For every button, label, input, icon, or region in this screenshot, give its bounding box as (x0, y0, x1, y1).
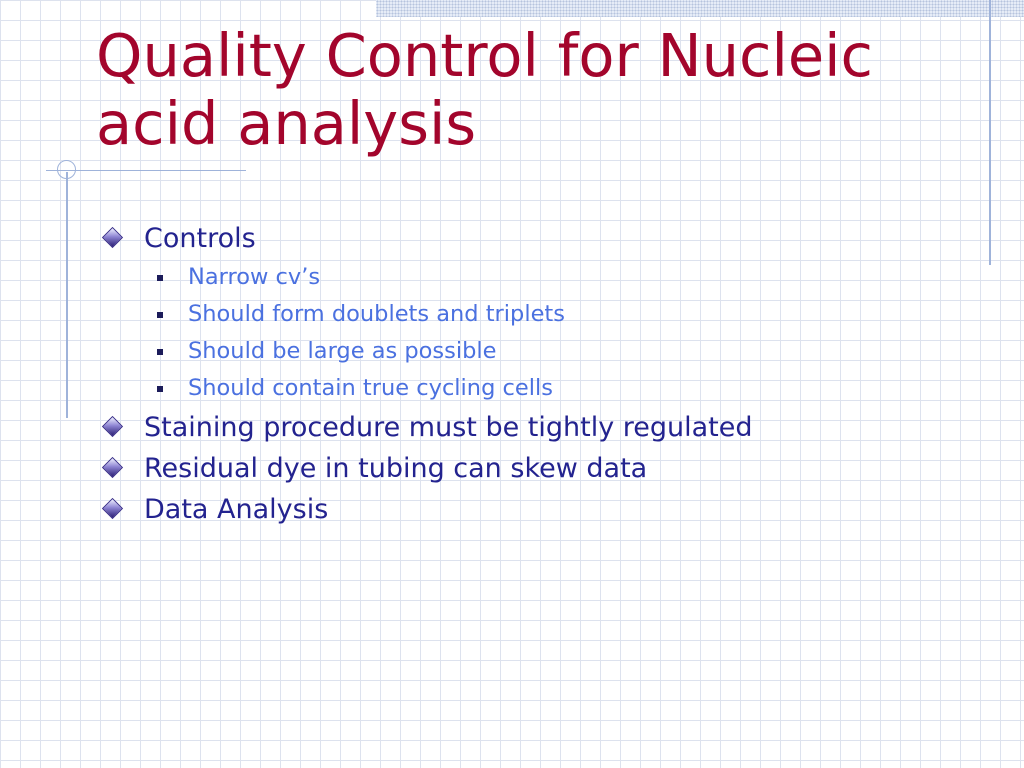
bullet-item (104, 489, 984, 530)
bullet-text: Data Analysis (144, 494, 329, 525)
sub-bullet-text: Should be large as possible (188, 338, 497, 364)
bullet-text: Controls (144, 223, 256, 254)
sub-bullet-text: Should form doublets and triplets (188, 301, 565, 327)
sub-bullet-text: Should contain true cycling cells (188, 375, 553, 401)
bullet-text: Residual dye in tubing can skew data (144, 453, 648, 484)
bullet-item (104, 448, 984, 489)
sub-bullet-item (104, 333, 984, 370)
bullet-list (104, 218, 984, 530)
decorative-vertical-rule-left (66, 172, 68, 418)
decorative-vertical-rule-right (989, 0, 991, 265)
diamond-bullet-icon (103, 228, 121, 246)
bullet-text: Staining procedure must be tightly regulated (144, 412, 753, 443)
sub-bullet-item (104, 370, 984, 407)
ring-ornament-icon (57, 160, 76, 179)
top-decorative-band (376, 0, 1024, 17)
square-bullet-icon (157, 312, 163, 318)
bullet-item (104, 407, 984, 448)
square-bullet-icon (157, 275, 163, 281)
diamond-bullet-icon (103, 417, 121, 435)
diamond-bullet-icon (103, 499, 121, 517)
diamond-bullet-icon (103, 458, 121, 476)
sub-bullet-item (104, 259, 984, 296)
sub-bullet-item (104, 296, 984, 333)
sub-bullet-text: Narrow cv’s (188, 264, 321, 290)
square-bullet-icon (157, 386, 163, 392)
title-underline-rule (46, 170, 246, 171)
bullet-item (104, 218, 984, 259)
square-bullet-icon (157, 349, 163, 355)
slide-title: Quality Control for Nucleic acid analysis (96, 21, 873, 158)
